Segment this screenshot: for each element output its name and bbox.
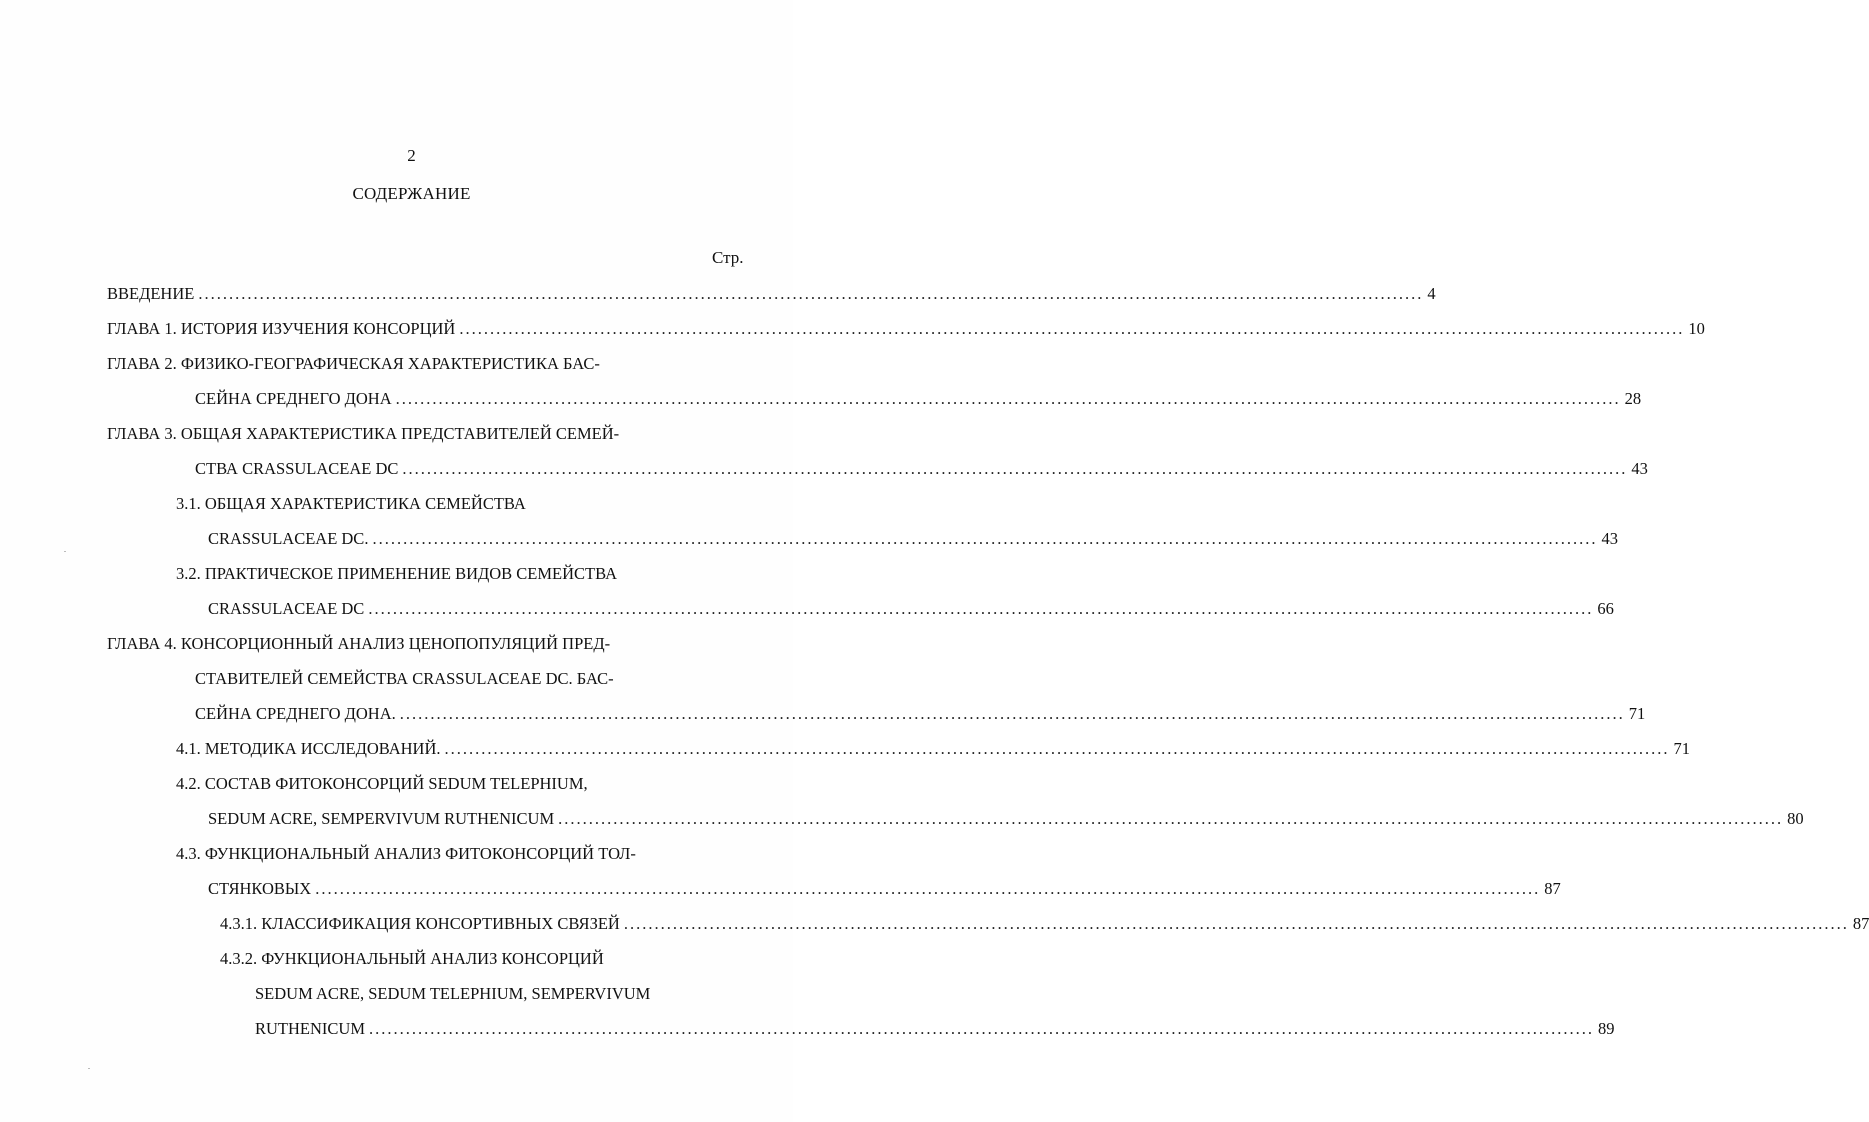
toc-entry [208,527,1618,551]
toc-entry [255,982,650,1006]
toc-entry [208,597,1614,621]
toc-entry-text: СТВА CRASSULACEAE DC [195,459,399,478]
toc-leader-dots: ........................................................................................................................................................................................................ [315,879,1541,898]
toc-entry [195,387,1642,411]
scan-speck [64,551,66,552]
toc-entry-page: 87 [1544,879,1561,898]
toc-entry [107,282,1436,306]
toc-entry [195,667,614,691]
toc-entry [220,912,1869,936]
toc-entry [107,632,610,656]
toc-entry [107,352,600,376]
toc-entry-text: 4.3.1. КЛАССИФИКАЦИЯ КОНСОРТИВНЫХ СВЯЗЕЙ [220,914,620,933]
toc-entry-text: 4.2. СОСТАВ ФИТОКОНСОРЦИЙ SEDUM TELEPHIUM, [176,774,588,793]
toc-entry-text: RUTHENICUM [255,1019,365,1038]
toc-entry-page: 4 [1427,284,1436,303]
toc-entry-page: 28 [1624,389,1642,408]
toc-leader-dots: ........................................................................................................................................................................................................ [368,599,1594,618]
page-title: СОДЕРЖАНИЕ [352,184,471,203]
toc-entry-text: ГЛАВА 2. ФИЗИКО-ГЕОГРАФИЧЕСКАЯ ХАРАКТЕРИСТИКА БАС- [107,354,600,373]
toc-entry [195,702,1646,726]
toc-entry-text: ГЛАВА 4. КОНСОРЦИОННЫЙ АНАЛИЗ ЦЕНОПОПУЛЯЦИЙ ПРЕД- [107,634,611,653]
toc-leader-dots: ........................................................................................................................................................................................................ [372,529,1598,548]
toc-entry-page: 71 [1628,704,1646,723]
toc-leader-dots: ........................................................................................................................................................................................................ [558,809,1784,828]
toc-entry-text: СТЯНКОВЫХ [208,879,312,898]
toc-entry [176,842,636,866]
toc-entry-page: 71 [1673,739,1691,758]
toc-entry [220,947,604,971]
toc-entry-text: ГЛАВА 1. ИСТОРИЯ ИЗУЧЕНИЯ КОНСОРЦИЙ [107,319,456,338]
toc-entry [107,317,1705,341]
toc-entry [176,737,1691,761]
toc-entry-text: 3.1. ОБЩАЯ ХАРАКТЕРИСТИКА СЕМЕЙСТВА [176,494,526,513]
toc-entry-text: 4.3. ФУНКЦИОНАЛЬНЫЙ АНАЛИЗ ФИТОКОНСОРЦИЙ ТОЛ- [176,844,636,863]
toc-entry-text: CRASSULACEAE DC [208,599,365,618]
toc-entry-page: 10 [1688,319,1705,338]
toc-entry-text: 3.2. ПРАКТИЧЕСКОЕ ПРИМЕНЕНИЕ ВИДОВ СЕМЕЙСТВА [176,564,618,583]
toc-leader-dots: ........................................................................................................................................................................................................ [395,389,1621,408]
toc-entry-text: SEDUM ACRE, SEMPERVIVUM RUTHENICUM [208,809,555,828]
toc-entry [176,772,588,796]
toc-entry-page: 66 [1597,599,1614,618]
toc-leader-dots: ........................................................................................................................................................................................................ [623,914,1849,933]
toc-entry-text: СЕЙНА СРЕДНЕГО ДОНА. [195,704,396,723]
toc-entry-page: 89 [1598,1019,1615,1038]
toc-leader-dots: ........................................................................................................................................................................................................ [402,459,1628,478]
page-column-label: Стр. [712,248,744,267]
toc-leader-dots: ........................................................................................................................................................................................................ [459,319,1685,338]
toc-leader-dots: ........................................................................................................................................................................................................ [399,704,1625,723]
toc-entry-text: 4.1. МЕТОДИКА ИССЛЕДОВАНИЙ. [176,739,441,758]
toc-entry [107,422,619,446]
toc-entry [208,807,1804,831]
toc-entry-text: СЕЙНА СРЕДНЕГО ДОНА [195,389,392,408]
toc-entry-page: 87 [1852,914,1869,933]
toc-entry-text: ВВЕДЕНИЕ [107,284,195,303]
toc-entry-text: CRASSULACEAE DC. [208,529,369,548]
toc-leader-dots: ........................................................................................................................................................................................................ [444,739,1670,758]
toc-entry [208,877,1561,901]
toc-entry-text: СТАВИТЕЛЕЙ СЕМЕЙСТВА CRASSULACEAE DC. БАС- [195,669,614,688]
toc-entry [176,492,526,516]
toc-entry-page: 43 [1601,529,1618,548]
toc-entry [176,562,617,586]
toc-entry-page: 43 [1631,459,1648,478]
toc-entry [255,1017,1615,1041]
toc-entry-page: 80 [1787,809,1804,828]
scan-speck [88,1068,90,1069]
toc-entry-text: SEDUM ACRE, SEDUM TELEPHIUM, SEMPERVIVUM [255,984,651,1003]
toc-leader-dots: ........................................................................................................................................................................................................ [198,284,1424,303]
toc-entry [195,457,1648,481]
toc-entry-text: ГЛАВА 3. ОБЩАЯ ХАРАКТЕРИСТИКА ПРЕДСТАВИТЕЛЕЙ СЕМЕЙ- [107,424,620,443]
toc-leader-dots: ........................................................................................................................................................................................................ [369,1019,1594,1038]
toc-entry-text: 4.3.2. ФУНКЦИОНАЛЬНЫЙ АНАЛИЗ КОНСОРЦИЙ [220,949,604,968]
page-number: 2 [407,146,416,165]
